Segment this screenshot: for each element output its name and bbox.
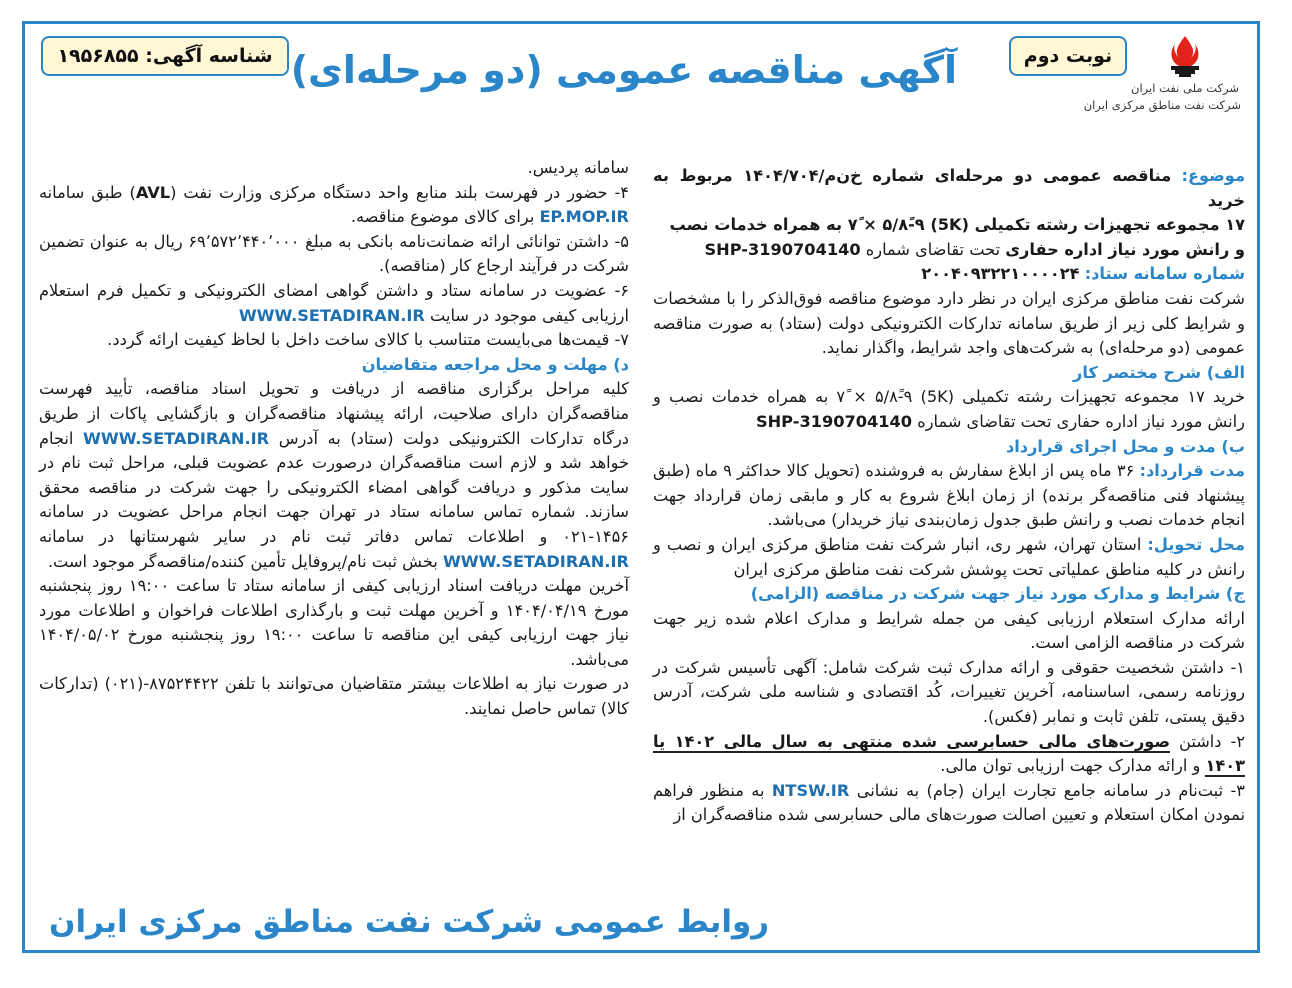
nioc-logo-icon [1161,32,1209,80]
condition-4 [39,181,629,230]
footer-signature: روابط عمومی شرکت نفت مناطق مرکزی ایران [49,904,770,940]
place-label: محل تحویل: [1147,534,1246,554]
subject-text-3b: تحت تقاضای شماره [865,239,1001,259]
continuation-text: سامانه پردیس. [527,158,629,177]
condition-4-start: ۴- حضور در فهرست بلند منابع واحد دستگاه مرکزی وزارت نفت ( [170,182,629,202]
condition-3-end: به منظور فراهم نمودن امکان استعلام و تعیین اصالت صورت‌های مالی حسابرسی شده مناقصه‌گران از [653,780,1245,825]
duration-label: مدت قرارداد: [1139,461,1245,481]
condition-2-emphasis: صورت‌های مالی حسابرسی شده منتهی به سال مالی ۱۴۰۲ یا ۱۴۰۳ [653,731,1245,776]
section-a-heading: الف) شرح مختصر کار [1073,362,1245,382]
condition-4-mid: ) طبق سامانه [39,182,136,202]
section-d-text-1c: بخش ثبت نام/پروفایل تأمین کننده/مناقصه‌گر موجود است. [47,551,438,571]
ad-id-badge: شناسه آگهی: ۱۹۵۶۸۵۵ [41,36,289,76]
setadiran-link-2[interactable]: WWW.SETADIRAN.IR [83,428,270,448]
section-d-text-2: آخرین مهلت دریافت اسناد ارزیابی کیفی از سامانه ستاد تا ساعت ۱۹:۰۰ روز پنجشنبه مورخ ۱۴۰۴/۰۴/۱۹ و آخرین مهلت ثبت و بارگذاری اطلاعات فراخوان و اطلاعات مورد نیاز جهت ارزیابی کیفی این مناقصه تا ساعت ۱۹:۰۰ روز پنجشنبه مورخ ۱۴۰۴/۰۵/۰۲ می‌باشد. [39,576,629,669]
round-badge: نوبت دوم [1009,36,1127,76]
duration-text [653,459,1245,533]
subject-line-1 [653,164,1245,213]
section-b-heading: ب) مدت و محل اجرای قرارداد [1005,436,1245,456]
condition-6-text: ۶- عضویت در سامانه ستاد و داشتن گواهی امضای الکترونیکی و تکمیل فرم استعلام ارزیابی کیفی موجود در سایت [39,280,629,325]
condition-5: ۵- داشتن توانائی ارائه ضمانت‌نامه بانکی به مبلغ ۶۹٬۵۷۲٬۴۴۰٬۰۰۰ ریال به عنوان تضمین شرکت در فرآیند ارجاع کار (مناقصه). [39,231,629,276]
ad-frame [22,21,1260,953]
ad-title: آگهی مناقصه عمومی (دو مرحله‌ای) [290,48,957,92]
section-d-heading: د) مهلت و محل مراجعه متقاضیان [361,354,629,374]
place-text [653,533,1245,582]
condition-1: ۱- داشتن شخصیت حقوقی و ارائه مدارک ثبت شرکت شامل: آگهی تأسیس شرکت در روزنامه رسمی، اساسنامه، آخرین تغییرات، کُد اقتصادی و شناسه ملی شرکت، آدرس دقیق پستی، تلفن ثابت و نمابر (فکس). [653,657,1245,727]
subject-line-3 [653,238,1245,263]
right-column [653,164,1245,828]
section-d-text-1a: کلیه مراحل برگزاری مناقصه از دریافت و تحویل اسناد مناقصه، تأیید فهرست مناقصه‌گران دارای صلاحیت، ارائه پیشنهاد مناقصه‌گران و بازگشایی پاکات از طریق درگاه تدارکات الکترونیکی دولت (ستاد) به آدرس [39,379,629,448]
condition-4-end: برای کالای موضوع مناقصه. [350,207,535,227]
company-name-1: شرکت ملی نفت ایران [1131,81,1239,95]
condition-7: ۷- قیمت‌ها می‌بایست متناسب با کالای ساخت داخل با لحاظ کیفیت ارائه گردد. [107,330,629,350]
left-column [39,156,629,722]
setadiran-link-3[interactable]: WWW.SETADIRAN.IR [442,551,629,571]
avl-text: AVL [135,182,171,202]
ep-mop-link[interactable]: EP.MOP.IR [539,207,629,227]
condition-2 [653,730,1245,779]
condition-3 [653,779,1245,828]
section-a-body: خرید ۱۷ مجموعه تجهیزات رشته تکمیلی (5K) ۷ً × ۵/۸ً-۹ به همراه خدمات نصب و رانش مورد نیاز اداره حفاری تحت تقاضای شماره [653,387,1245,431]
setad-number: ۲۰۰۴۰۹۳۲۲۱۰۰۰۰۲۴ [921,264,1080,284]
section-c-heading: ج) شرایط و مدارک مورد نیاز جهت شرکت در مناقصه (الزامی) [750,584,1245,604]
subject-text-1: مناقصه عمومی دو مرحله‌ای شماره خ‌ن‌م/۱۴۰۴/۷۰۴ مربوط به خرید [653,166,1245,210]
place-body: استان تهران، شهر ری، انبار شرکت نفت مناطق مرکزی ایران و نصب و رانش در کلیه مناطق عملیاتی تحت پوشش شرکت نفت مناطق مرکزی ایران [653,534,1245,579]
section-a-request-no: SHP-3190704140 [755,411,913,431]
section-d-text-1 [39,377,629,574]
intro-text: شرکت نفت مناطق مرکزی ایران در نظر دارد موضوع مناقصه فوق‌الذکر را با مشخصات و شرایط کلی زیر از طریق سامانه تدارکات الکترونیکی دولت (ستاد) به صورت مناقصه عمومی (دو مرحله‌ای) به شرکت‌های واجد شرایط، واگذار نماید. [653,288,1245,358]
ntsw-link[interactable]: NTSW.IR [771,780,850,800]
condition-2-end: و ارائه مدارک جهت ارزیابی توان مالی. [940,756,1201,776]
subject-label: موضوع: [1181,166,1245,185]
duration-body: ۳۶ ماه پس از ابلاغ سفارش به فروشنده (تحویل کالا حداکثر ۹ ماه (طبق پیشنهاد فنی مناقصه‌گر برنده) از زمان ابلاغ شروع به کار و مابقی زمان قرارداد جهت انجام خدمات نصب و رانش طبق جدول زمان‌بندی نیاز خریدار) می‌باشد. [653,461,1245,530]
header [25,24,1257,156]
company-name-2: شرکت نفت مناطق مرکزی ایران [1083,98,1241,112]
setad-line [653,262,1245,287]
section-d-text-3: در صورت نیاز به اطلاعات بیشتر متقاضیان می‌توانند با تلفن ۸۷۵۲۴۴۲۲-(۰۲۱) (تدارکات کالا) تماس حاصل نمایند. [39,674,629,719]
subject-line-2: ۱۷ مجموعه تجهیزات رشته تکمیلی (5K) ۷ً × ۵/۸ً-۹ به همراه خدمات نصب [669,215,1245,235]
setad-label: شماره سامانه ستاد: [1084,264,1245,284]
subject-text-3: و رانش مورد نیاز اداره حفاری [1005,239,1245,259]
section-a-text [653,385,1245,434]
condition-6 [39,279,629,328]
subject-request-no: SHP-3190704140 [704,239,861,259]
section-c-intro: ارائه مدارک استعلام ارزیابی کیفی من جمله شرایط و مدارک اعلام شده زیر جهت شرکت در مناقصه الزامی است. [653,608,1245,653]
section-d-text-1b: انجام خواهد شد و لازم است مناقصه‌گران درصورت عدم عضویت قبلی، مراحل ثبت نام در سایت مذکور و دریافت گواهی امضاء الکترونیکی را جهت شرکت در مناقصه محقق سازند. شماره تماس سامانه ستاد در تهران جهت انجام مراحل عضویت در سامانه ۱۴۵۶-۰۲۱ و اطلاعات تماس دفاتر ثبت نام در سایر شهرستانها در سامانه [39,428,629,546]
condition-3-start: ۳- ثبت‌نام در سامانه جامع تجارت ایران (جام) به نشانی [856,780,1245,800]
condition-2-start: ۲- داشتن [1179,731,1246,751]
setadiran-link-1[interactable]: WWW.SETADIRAN.IR [238,305,425,325]
company-logo [1083,32,1241,114]
